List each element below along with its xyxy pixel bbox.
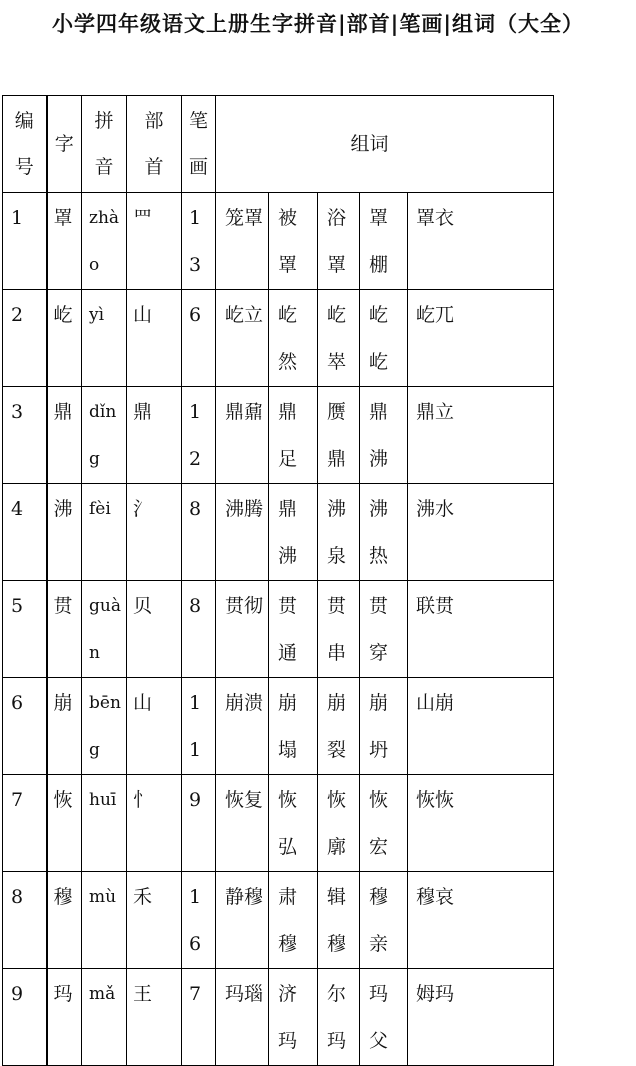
header-number: 编号 bbox=[3, 96, 47, 193]
row-word: 贯串 bbox=[318, 581, 360, 678]
row-radical: 鼎 bbox=[127, 387, 182, 484]
row-number: 5 bbox=[3, 581, 47, 678]
row-pinyin: huī bbox=[82, 775, 127, 872]
row-pinyin: bēng bbox=[82, 678, 127, 775]
row-word: 崩坍 bbox=[360, 678, 408, 775]
row-number: 4 bbox=[3, 484, 47, 581]
row-word: 沸腾 bbox=[216, 484, 269, 581]
row-word: 恢弘 bbox=[269, 775, 318, 872]
row-pinyin: fèi bbox=[82, 484, 127, 581]
header-pinyin: 拼音 bbox=[82, 96, 127, 193]
row-pinyin: mǎ bbox=[82, 969, 127, 1066]
row-word: 山崩 bbox=[408, 678, 554, 775]
row-word: 恢复 bbox=[216, 775, 269, 872]
row-word: 济玛 bbox=[269, 969, 318, 1066]
header-strokes: 笔画 bbox=[182, 96, 216, 193]
row-word: 玛瑙 bbox=[216, 969, 269, 1066]
row-word: 鼎沸 bbox=[269, 484, 318, 581]
row-radical: 禾 bbox=[127, 872, 182, 969]
row-word: 联贯 bbox=[408, 581, 554, 678]
row-word: 屹屹 bbox=[360, 290, 408, 387]
row-word: 肃穆 bbox=[269, 872, 318, 969]
row-word: 屹然 bbox=[269, 290, 318, 387]
row-pinyin: zhào bbox=[82, 193, 127, 290]
row-strokes: 11 bbox=[182, 678, 216, 775]
row-word: 贯穿 bbox=[360, 581, 408, 678]
table-row bbox=[3, 581, 554, 678]
row-radical: 山 bbox=[127, 678, 182, 775]
row-strokes: 8 bbox=[182, 581, 216, 678]
row-char: 崩 bbox=[47, 678, 82, 775]
row-strokes: 8 bbox=[182, 484, 216, 581]
row-strokes: 7 bbox=[182, 969, 216, 1066]
row-word: 恢廓 bbox=[318, 775, 360, 872]
row-word: 恢宏 bbox=[360, 775, 408, 872]
row-word: 穆哀 bbox=[408, 872, 554, 969]
row-strokes: 16 bbox=[182, 872, 216, 969]
table-row bbox=[3, 969, 554, 1066]
row-radical: 氵 bbox=[127, 484, 182, 581]
row-word: 贯通 bbox=[269, 581, 318, 678]
row-number: 8 bbox=[3, 872, 47, 969]
row-word: 姆玛 bbox=[408, 969, 554, 1066]
row-word: 被罩 bbox=[269, 193, 318, 290]
row-word: 屹兀 bbox=[408, 290, 554, 387]
row-word: 罩棚 bbox=[360, 193, 408, 290]
row-char: 沸 bbox=[47, 484, 82, 581]
row-word: 笼罩 bbox=[216, 193, 269, 290]
row-char: 罩 bbox=[47, 193, 82, 290]
row-number: 7 bbox=[3, 775, 47, 872]
table-row bbox=[3, 193, 554, 290]
row-char: 贯 bbox=[47, 581, 82, 678]
table-row bbox=[3, 387, 554, 484]
header-char: 字 bbox=[47, 96, 82, 193]
table-row bbox=[3, 872, 554, 969]
row-word: 崩裂 bbox=[318, 678, 360, 775]
row-word: 穆亲 bbox=[360, 872, 408, 969]
row-strokes: 12 bbox=[182, 387, 216, 484]
row-word: 玛父 bbox=[360, 969, 408, 1066]
row-word: 沸热 bbox=[360, 484, 408, 581]
row-word: 屹立 bbox=[216, 290, 269, 387]
character-table bbox=[2, 95, 554, 1066]
row-word: 赝鼎 bbox=[318, 387, 360, 484]
row-word: 罩衣 bbox=[408, 193, 554, 290]
row-char: 屹 bbox=[47, 290, 82, 387]
row-word: 鼎鼐 bbox=[216, 387, 269, 484]
row-number: 1 bbox=[3, 193, 47, 290]
row-pinyin: guàn bbox=[82, 581, 127, 678]
row-word: 贯彻 bbox=[216, 581, 269, 678]
row-word: 恢恢 bbox=[408, 775, 554, 872]
table-row bbox=[3, 775, 554, 872]
row-number: 2 bbox=[3, 290, 47, 387]
row-radical: 贝 bbox=[127, 581, 182, 678]
row-radical: 罒 bbox=[127, 193, 182, 290]
row-word: 崩溃 bbox=[216, 678, 269, 775]
row-word: 屹崒 bbox=[318, 290, 360, 387]
row-pinyin: dǐng bbox=[82, 387, 127, 484]
row-pinyin: mù bbox=[82, 872, 127, 969]
row-word: 崩塌 bbox=[269, 678, 318, 775]
row-word: 辑穆 bbox=[318, 872, 360, 969]
row-word: 尔玛 bbox=[318, 969, 360, 1066]
header-radical: 部首 bbox=[127, 96, 182, 193]
row-radical: 山 bbox=[127, 290, 182, 387]
page-title: 小学四年级语文上册生字拼音|部首|笔画|组词（大全） bbox=[51, 12, 584, 36]
table-row bbox=[3, 290, 554, 387]
row-strokes: 13 bbox=[182, 193, 216, 290]
row-char: 鼎 bbox=[47, 387, 82, 484]
row-char: 恢 bbox=[47, 775, 82, 872]
row-strokes: 6 bbox=[182, 290, 216, 387]
table-row bbox=[3, 678, 554, 775]
row-word: 浴罩 bbox=[318, 193, 360, 290]
row-strokes: 9 bbox=[182, 775, 216, 872]
row-word: 鼎足 bbox=[269, 387, 318, 484]
row-char: 穆 bbox=[47, 872, 82, 969]
row-number: 9 bbox=[3, 969, 47, 1066]
row-radical: 王 bbox=[127, 969, 182, 1066]
row-char: 玛 bbox=[47, 969, 82, 1066]
row-radical: 忄 bbox=[127, 775, 182, 872]
header-words: 组词 bbox=[216, 96, 554, 193]
header-row bbox=[3, 96, 554, 193]
row-word: 沸泉 bbox=[318, 484, 360, 581]
row-word: 沸水 bbox=[408, 484, 554, 581]
row-number: 3 bbox=[3, 387, 47, 484]
row-number: 6 bbox=[3, 678, 47, 775]
row-pinyin: yì bbox=[82, 290, 127, 387]
row-word: 静穆 bbox=[216, 872, 269, 969]
row-word: 鼎沸 bbox=[360, 387, 408, 484]
table-row bbox=[3, 484, 554, 581]
row-word: 鼎立 bbox=[408, 387, 554, 484]
